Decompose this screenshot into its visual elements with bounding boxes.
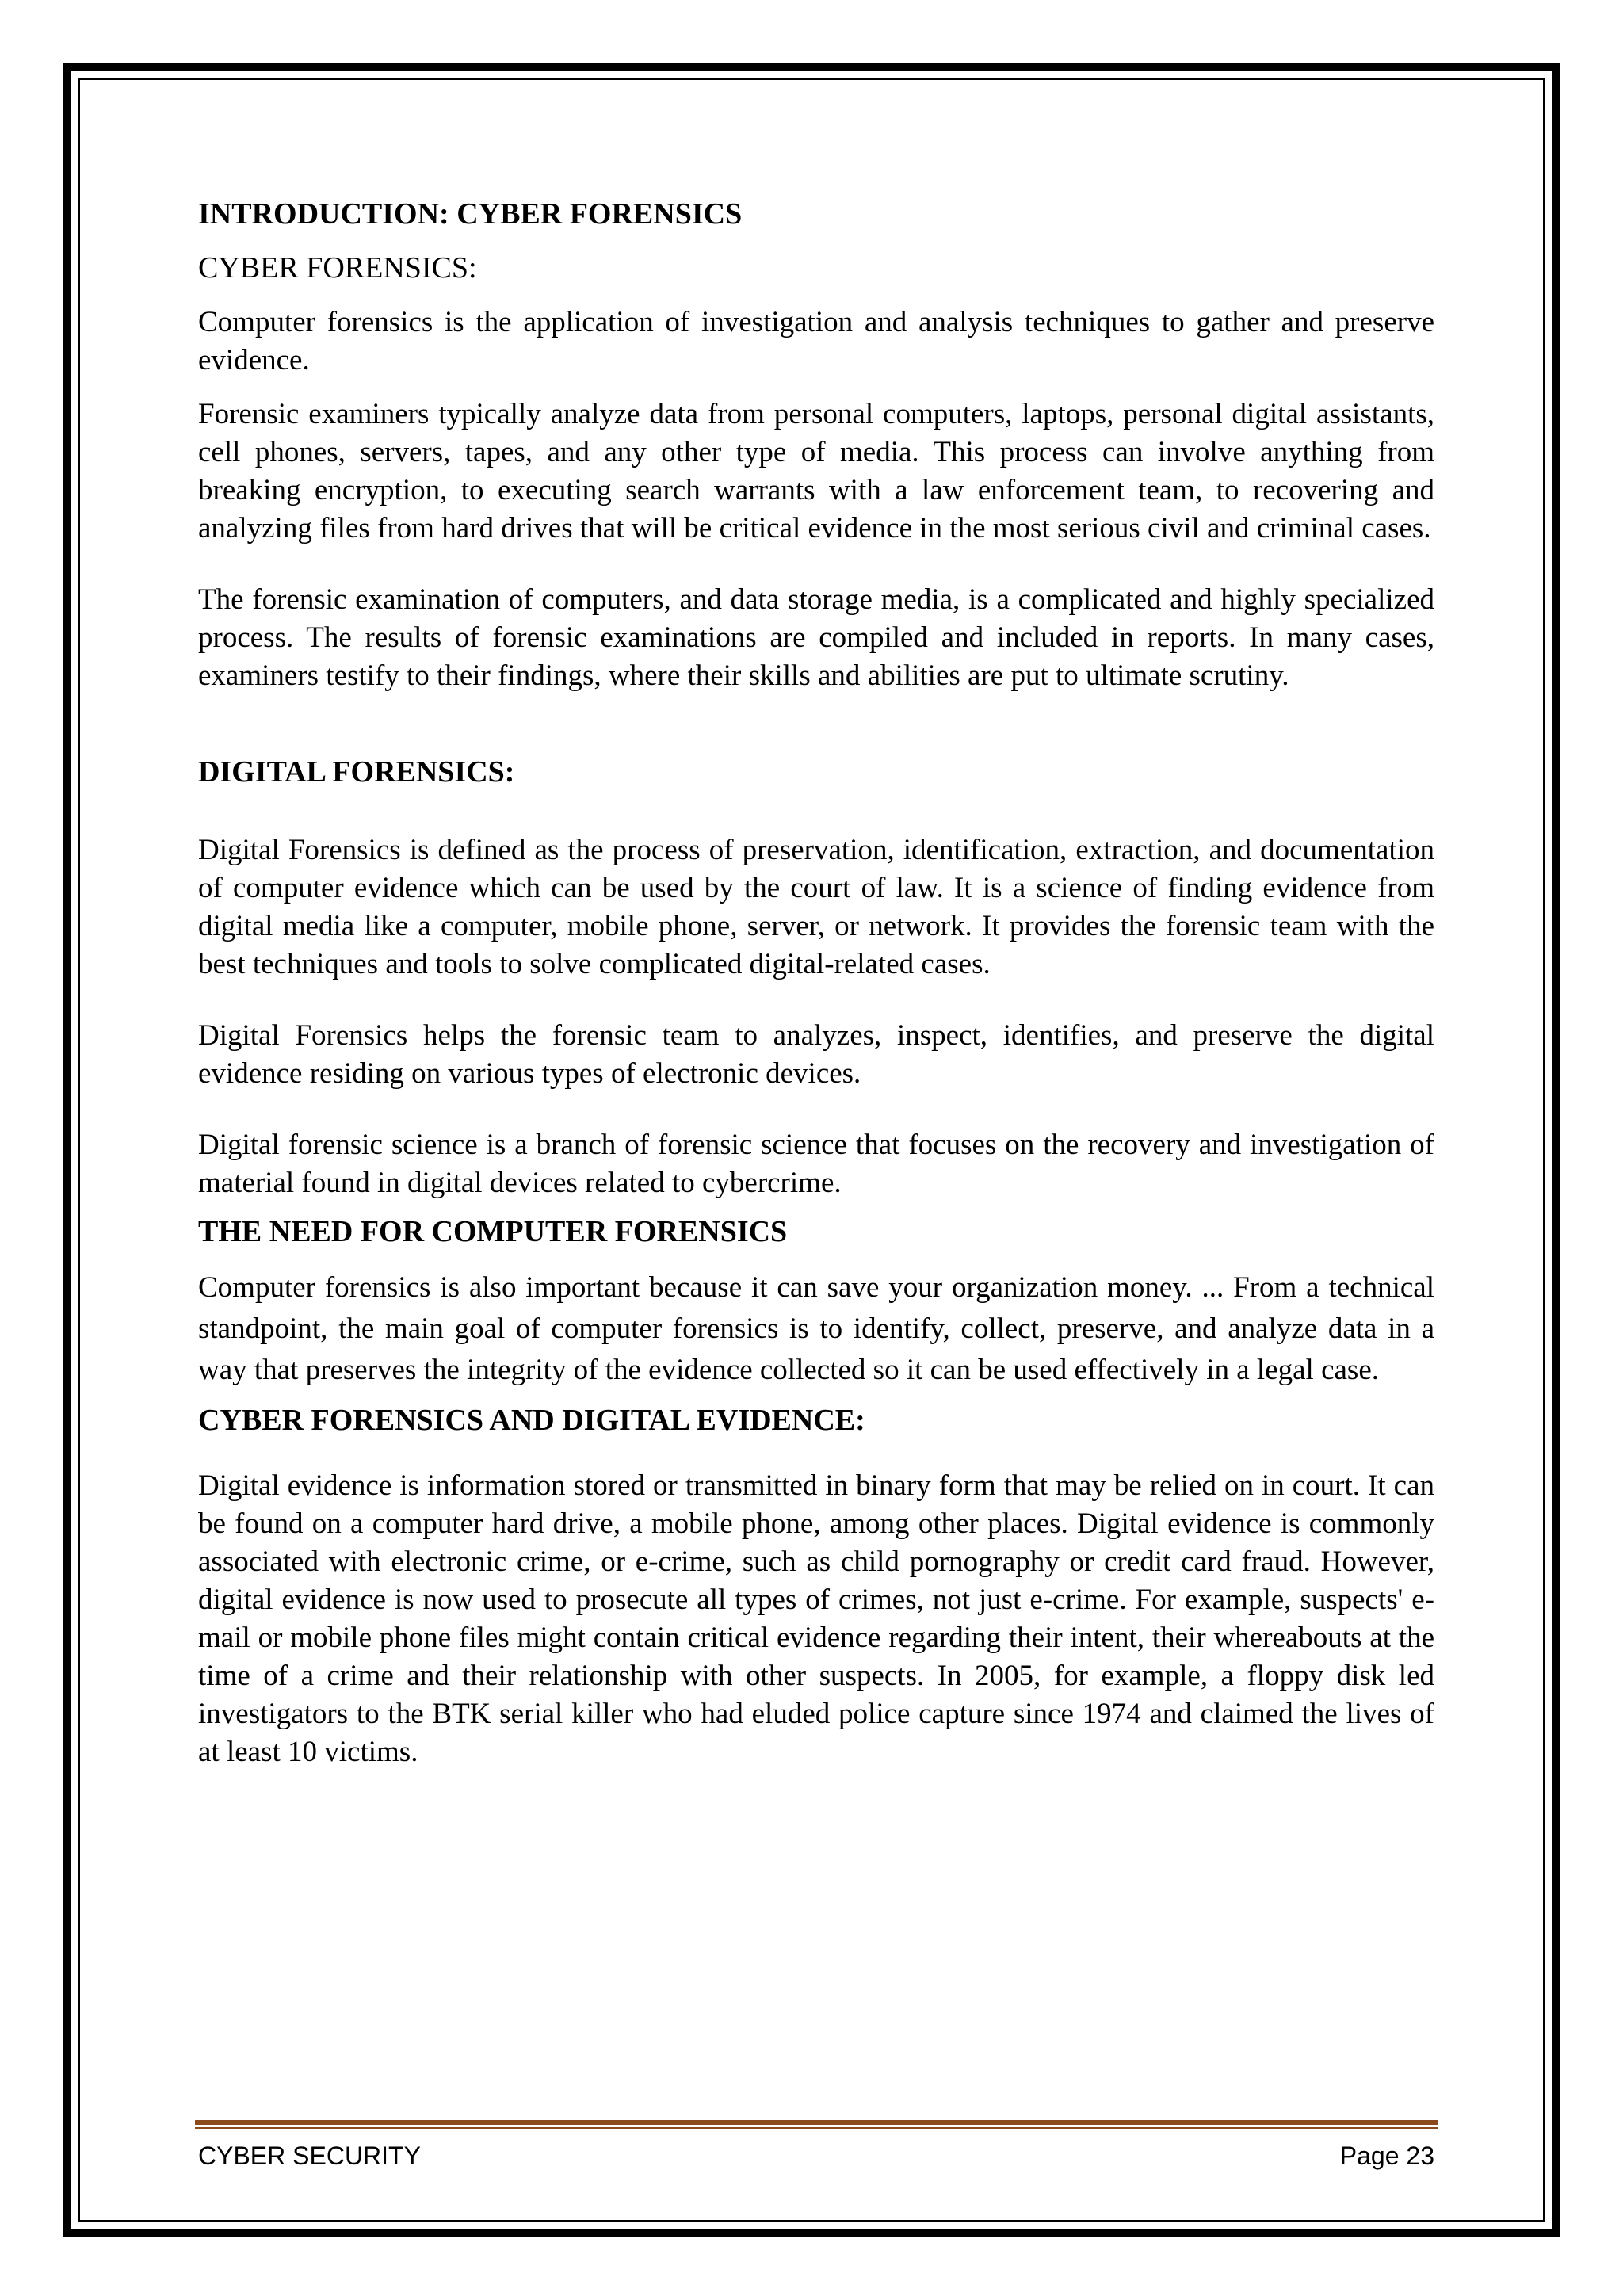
paragraph-digital-definition: Digital Forensics is defined as the process of preservation, identification, extraction, and documentation of computer evidence which can be used by the court of law. It is a science of finding evidence from digital media like a computer, mobile phone, server, or network. It provides the forensic team with the best techniques and tools to solve complicated digital-related cases. <box>198 834 1434 980</box>
paragraph-definition: Computer forensics is the application of investigation and analysis techniques to gather and preserve evidence. <box>198 306 1434 376</box>
paragraph-examiners: Forensic examiners typically analyze data from personal computers, laptops, personal digital assistants, cell phones, servers, tapes, and any other type of media. This process can involve anything from breaking encryption, to executing search warrants with a law enforcement team, to recovering and analyzing files from hard drives that will be critical evidence in the most serious civil and criminal cases. <box>198 398 1434 544</box>
paragraph-digital-science: Digital forensic science is a branch of forensic science that focuses on the recovery and investigation of material found in digital devices related to cybercrime. <box>198 1129 1434 1199</box>
footer-rule-thin <box>195 2127 1438 2129</box>
footer-title: CYBER SECURITY <box>198 2141 421 2170</box>
heading-digital-evidence: CYBER FORENSICS AND DIGITAL EVIDENCE: <box>198 1404 865 1437</box>
paragraph-examination: The forensic examination of computers, and data storage media, is a complicated and highly specialized process. The results of forensic examinations are compiled and included in reports. In many cases, examiners testify to their findings, where their skills and abilities are put to ultimate scrutiny. <box>198 583 1434 692</box>
heading-introduction: INTRODUCTION: CYBER FORENSICS <box>198 197 743 231</box>
document-body <box>198 194 1434 1771</box>
footer-rule-thick <box>195 2120 1438 2125</box>
subheading-cyber-forensics: CYBER FORENSICS: <box>198 251 477 285</box>
page-number: Page 23 <box>1339 2141 1434 2170</box>
heading-digital-forensics: DIGITAL FORENSICS: <box>198 755 515 789</box>
paragraph-digital-helps: Digital Forensics helps the forensic team to analyzes, inspect, identifies, and preserve the digital evidence residing on various types of electronic devices. <box>198 1019 1434 1090</box>
heading-need-for-forensics: THE NEED FOR COMPUTER FORENSICS <box>198 1215 788 1248</box>
paragraph-digital-evidence: Digital evidence is information stored or transmitted in binary form that may be relied on in court. It can be found on a computer hard drive, a mobile phone, among other places. Digital evidence is commonly associated with electronic crime, or e-crime, such as child pornography or credit card fraud. However, digital evidence is now used to prosecute all types of crimes, not just e-crime. For example, suspects' e-mail or mobile phone files might contain critical evidence regarding their intent, their whereabouts at the time of a crime and their relationship with other suspects. In 2005, for example, a floppy disk led investigators to the BTK serial killer who had eluded police capture since 1974 and claimed the lives of at least 10 victims. <box>198 1469 1434 1768</box>
paragraph-need: Computer forensics is also important because it can save your organization money. ... From a technical standpoint, the main goal of computer forensics is to identify, collect, preserve, and analyze data in a way that preserves the integrity of the evidence collected so it can be used effectively in a legal case. <box>198 1271 1434 1386</box>
